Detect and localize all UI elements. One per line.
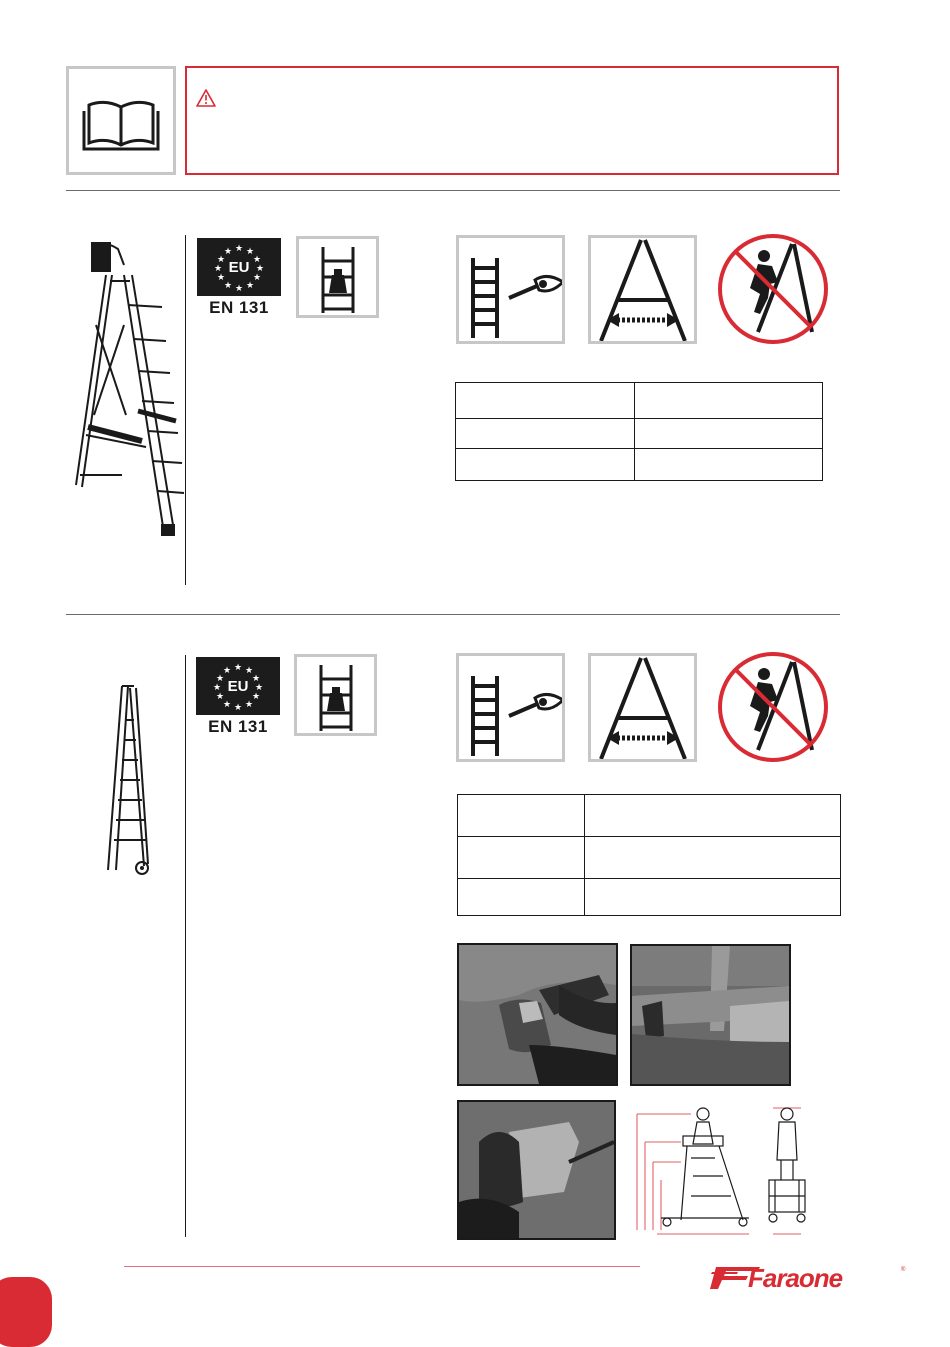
- svg-text:★: ★: [222, 666, 232, 676]
- open-book-icon: [69, 69, 173, 172]
- table-cell: [635, 449, 823, 481]
- eu-flag: [197, 238, 281, 296]
- table-row: [456, 383, 823, 419]
- table-cell: [635, 419, 823, 449]
- svg-text:★: ★: [245, 247, 255, 257]
- svg-text:★: ★: [254, 683, 264, 693]
- manual-icon-box: [66, 66, 176, 175]
- svg-text:★: ★: [234, 244, 244, 254]
- svg-text:★: ★: [244, 666, 254, 676]
- table-cell: [585, 795, 841, 837]
- warning-triangle-icon: [195, 88, 217, 108]
- svg-text:★: ★: [216, 255, 226, 265]
- svg-text:★: ★: [251, 674, 261, 684]
- mobile-ladder-drawing: [100, 680, 160, 880]
- svg-text:★: ★: [213, 264, 223, 274]
- warning-box: [185, 66, 839, 175]
- table-cell: [458, 879, 585, 916]
- ladder-inspection-icon: [456, 653, 565, 762]
- svg-text:★: ★: [234, 284, 244, 294]
- load-capacity-icon: [296, 236, 379, 318]
- platform-ladder-drawing: [66, 235, 186, 540]
- svg-text:★: ★: [252, 255, 262, 265]
- table-cell: [456, 383, 635, 419]
- ladder-inspection-icon: [456, 235, 565, 344]
- table-cell: [456, 419, 635, 449]
- ladder-base-plate-photo: [630, 944, 791, 1086]
- table-row: [458, 879, 841, 916]
- svg-text:★: ★: [215, 692, 225, 702]
- spec-table: [455, 382, 823, 481]
- svg-text:★: ★: [233, 663, 243, 673]
- section-divider: [66, 190, 840, 191]
- table-cell: [635, 383, 823, 419]
- column-divider: [185, 655, 186, 1237]
- page-number-tab: [0, 1277, 52, 1347]
- spread-ladder-icon: [588, 653, 697, 762]
- brand-logo: [708, 1259, 908, 1293]
- svg-text:★: ★: [223, 247, 233, 257]
- table-row: [456, 449, 823, 481]
- hands-adjusting-foot-photo: [457, 943, 618, 1086]
- faraone-logo-icon: [708, 1259, 908, 1293]
- flag-label: EU: [227, 678, 249, 695]
- table-cell: [456, 449, 635, 481]
- svg-text:★: ★: [233, 703, 243, 713]
- svg-text:®: ®: [901, 1267, 906, 1273]
- svg-text:★: ★: [252, 273, 262, 283]
- platform-dimension-diagram: [631, 1100, 817, 1240]
- section-divider: [66, 614, 840, 615]
- table-cell: [585, 837, 841, 879]
- flag-label: EU: [228, 259, 250, 276]
- svg-text:★: ★: [222, 700, 232, 710]
- svg-text:★: ★: [251, 692, 261, 702]
- svg-text:★: ★: [244, 700, 254, 710]
- svg-text:★: ★: [223, 281, 233, 291]
- no-climbing-backside-icon: [716, 650, 830, 764]
- eu-flag: [196, 657, 280, 715]
- hand-with-screwdriver-photo: [457, 1100, 616, 1240]
- svg-text:★: ★: [212, 683, 222, 693]
- table-row: [458, 837, 841, 879]
- no-climbing-backside-icon: [716, 232, 830, 346]
- svg-text:★: ★: [255, 264, 265, 274]
- svg-text:★: ★: [245, 281, 255, 291]
- cert-label: EN 131: [209, 298, 269, 317]
- svg-text:Faraone: Faraone: [748, 1263, 843, 1293]
- table-row: [458, 795, 841, 837]
- table-row: [456, 419, 823, 449]
- load-capacity-icon: [294, 654, 377, 736]
- footer-line: [124, 1266, 640, 1267]
- spread-ladder-icon: [588, 235, 697, 344]
- svg-text:★: ★: [216, 273, 226, 283]
- svg-text:★: ★: [215, 674, 225, 684]
- table-cell: [585, 879, 841, 916]
- cert-label: EN 131: [208, 717, 268, 736]
- table-cell: [458, 795, 585, 837]
- table-cell: [458, 837, 585, 879]
- column-divider: [185, 235, 186, 585]
- spec-table: [457, 794, 841, 916]
